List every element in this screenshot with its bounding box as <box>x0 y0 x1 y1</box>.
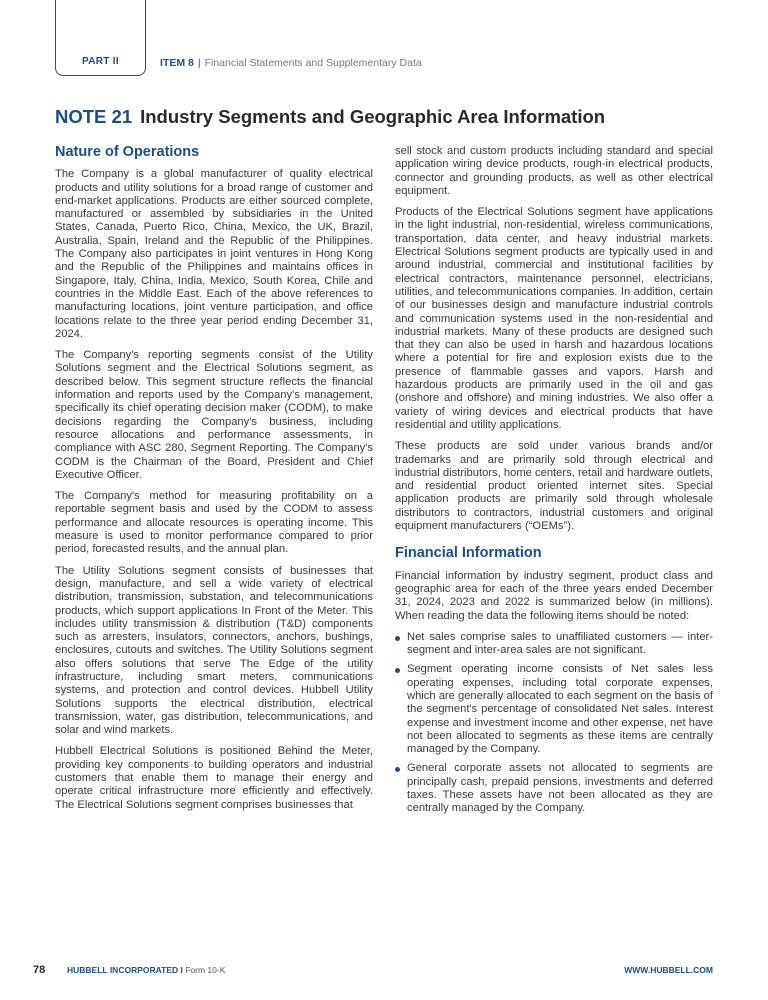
paragraph: Financial information by industry segment, product class and geographic area for each of the three years ended December 31, 2024, 2023 and 2022 is summarized below (in millions). When reading the data the following items should be noted: <box>395 569 713 622</box>
note-number: NOTE 21 <box>55 106 133 127</box>
paragraph: Hubbell Electrical Solutions is positioned Behind the Meter, providing key components to building operators and industrial customers that enable them to manage their energy and operate critical infrastructure more efficiently and effectively. The Electrical Solutions segment comprises businesses that <box>55 745 373 811</box>
form-type: Form 10-K <box>185 965 226 975</box>
bullet-icon <box>395 636 400 641</box>
list-item-text: Segment operating income consists of Net sales less operating expenses, including total corporate expenses, which are generally allocated to each segment on the basis of the segment's percentage of consolidated Net sales. Interest expense and investment income and other expense, net have not been allocated to segments as these items are centrally managed by the Company. <box>407 663 713 756</box>
item-title: Financial Statements and Supplementary Data <box>204 57 422 69</box>
paragraph: The Company's reporting segments consist of the Utility Solutions segment and the Electrical Solutions segment, as described below. This segment structure reflects the financial information and reports used by the Company's management, specifically its chief operating decision maker (CODM), to make decisions regarding the Company's business, including resource allocations and performance assessments, in compliance with ASC 280, Segment Reporting. The Company's CODM is the Chairman of the Board, President and Chief Executive Officer. <box>55 349 373 481</box>
item-header <box>160 57 422 69</box>
paragraph: Products of the Electrical Solutions segment have applications in the light industrial, non-residential, wireless communications, transportation, data center, and heavy industrial markets. Electrical Solutions segment products are typically used in and around industrial, commercial and institutional facilities by electrical contractors, maintenance personnel, electricians, utilities, and telecommunications companies. In addition, certain of our businesses design and manufacture industrial controls and communication systems used in the non-residential and industrial markets. Many of these products are designed such that they can also be used in harsh and hazardous locations where a potential for fire and explosion exists due to the presence of flammable gasses and vapors. Harsh and hazardous products are primarily used in the oil and gas (onshore and offshore) and mining industries. We also offer a variety of wiring devices and electrical products that have residential and utility applications. <box>395 206 713 431</box>
bullet-icon <box>395 668 400 673</box>
paragraph: These products are sold under various brands and/or trademarks and are primarily sold through electrical and industrial distributors, home centers, retail and hardware outlets, and residential product oriented internet sites. Special application products are primarily sold through wholesale distributors to contractors, industrial customers and original equipment manufacturers (“OEMs”). <box>395 440 713 533</box>
part-tab <box>55 0 146 76</box>
bullet-list <box>395 631 713 816</box>
bullet-icon <box>395 767 400 772</box>
paragraph: The Company's method for measuring profitability on a reportable segment basis and used by the CODM to assess performance and allocate resources is operating income. This measure is used to monitor performance compared to prior period, forecasted results, and the annual plan. <box>55 490 373 556</box>
header-separator: | <box>197 57 201 69</box>
footer-company <box>67 965 225 975</box>
paragraph: sell stock and custom products including standard and special application wiring device products, rough-in electrical products, connector and grounding products, as well as other electrical equipment. <box>395 145 713 197</box>
paragraph: The Utility Solutions segment consists of businesses that design, manufacture, and sell a wide variety of electrical distribution, transmission, substation, and telecommunications products, which support applications In Front of the Meter. This includes utility transmission & distribution (T&D) components such as arresters, insulators, connectors, anchors, bushings, enclosures, cutouts and switches. The Utility Solutions segment also offers solutions that serve The Edge of the utility infrastructure, including smart meters, communications systems, and protection and control devices. Hubbell Utility Solutions supports the electrical distribution, electrical transmission, water, gas distribution, telecommunications, and solar and wind markets. <box>55 564 373 737</box>
list-item <box>395 762 713 815</box>
right-column <box>395 145 713 822</box>
section-heading-nature-of-operations: Nature of Operations <box>55 144 200 160</box>
page-title <box>55 106 605 128</box>
list-item <box>395 663 713 756</box>
list-item <box>395 631 713 658</box>
website-link[interactable]: WWW.HUBBELL.COM <box>624 965 713 975</box>
page-number: 78 <box>33 964 46 976</box>
paragraph: The Company is a global manufacturer of quality electrical products and utility solutions for a broad range of customer and end-market applications. Products are either sourced complete, manufactured or assembled by subsidiaries in the United States, Canada, Puerto Rico, China, Mexico, the UK, Brazil, Australia, Spain, Ireland and the Republic of the Philippines. The Company also participates in joint ventures in Hong Kong and the Republic of the Philippines and maintains offices in Singapore, Italy, China, India, Mexico, South Korea, Chile and countries in the Middle East. Each of the above references to manufacturing locations, joint venture participation, and office locations relate to the three year period ending December 31, 2024. <box>55 168 373 340</box>
note-title-text: Industry Segments and Geographic Area Information <box>140 106 606 127</box>
section-heading-financial-information: Financial Information <box>395 545 542 562</box>
list-item-text: General corporate assets not allocated to segments are principally cash, prepaid pensions, investments and deferred taxes. These assets have not been allocated as they are centrally managed by the Company. <box>407 762 713 815</box>
company-name: HUBBELL INCORPORATED I <box>67 965 183 975</box>
item-number: ITEM 8 <box>160 57 194 69</box>
left-column <box>55 146 373 820</box>
part-label: PART II <box>82 56 119 67</box>
list-item-text: Net sales comprise sales to unaffiliated customers — inter-segment and inter-area sales are not significant. <box>407 630 713 657</box>
